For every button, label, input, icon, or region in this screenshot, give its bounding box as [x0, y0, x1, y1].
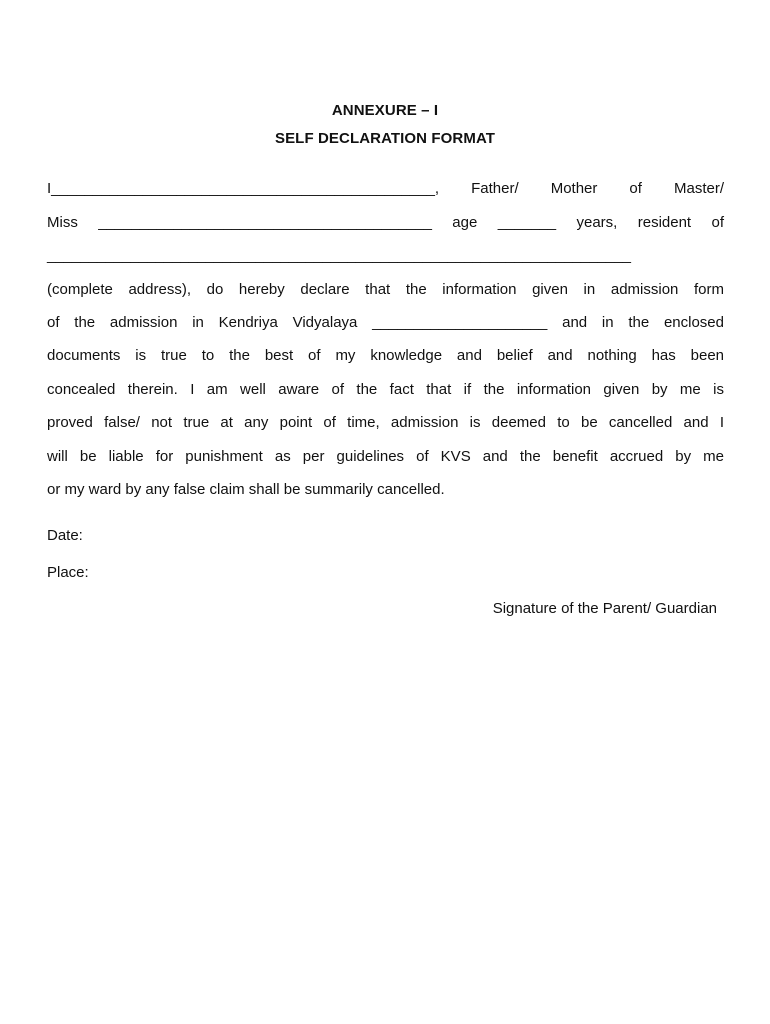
document-title: SELF DECLARATION FORMAT	[274, 130, 496, 147]
place-label: Place:	[47, 564, 89, 581]
declaration-line-10: or my ward by any false claim shall be summarily cancelled.	[47, 481, 445, 498]
date-label: Date:	[47, 527, 83, 544]
declaration-line-9: will be liable for punishment as per guidelines of KVS and the benefit accrued by me	[47, 448, 724, 465]
signature-label: Signature of the Parent/ Guardian	[492, 600, 717, 617]
declaration-line-4: (complete address), do hereby declare that the information given in admission form	[47, 281, 724, 298]
declaration-line-6: documents is true to the best of my knowledge and belief and nothing has been	[47, 347, 724, 364]
declaration-line-7: concealed therein. I am well aware of the fact that if the information given by me is	[47, 381, 724, 398]
declaration-line-1: I______________________________________________, Father/ Mother of Master/	[47, 180, 724, 197]
address-blank-line: ______________________________________________________________________	[47, 247, 631, 264]
declaration-line-8: proved false/ not true at any point of time, admission is deemed to be cancelled and I	[47, 414, 724, 431]
annexure-heading: ANNEXURE – I	[331, 102, 439, 119]
declaration-line-2: Miss ________________________________________ age _______ years, resident of	[47, 214, 724, 231]
declaration-line-5: of the admission in Kendriya Vidyalaya _____________________ and in the enclosed	[47, 314, 724, 331]
